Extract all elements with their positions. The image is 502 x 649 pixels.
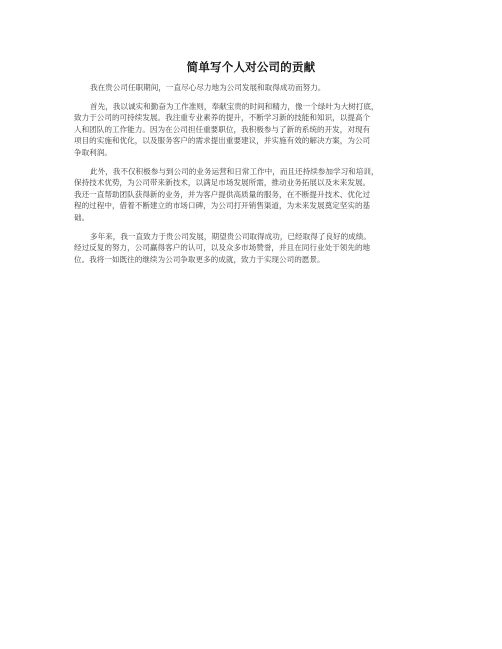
paragraph-line: 保持技术优势，为公司带来新技术，以满足市场发展所需，推动业务拓展以及未来发展。	[74, 178, 371, 188]
paragraph-line: 争取利润。	[74, 147, 112, 157]
paragraph-line: 此外，我不仅积极参与到公司的业务运营和日常工作中，而且还持续参加学习和培训，	[90, 166, 379, 176]
paragraph-line: 项目的实施和优化，以及服务客户的需求提出重要建议，并实施有效的解决方案，为公司	[74, 136, 371, 146]
paragraph-line: 我还一直帮助团队获得新的业务，并为客户提供高质量的服务，在不断提升技术、优化过	[74, 189, 371, 199]
paragraph-4	[74, 231, 439, 266]
paragraph-line: 经过反复的努力，公司赢得客户的认可，以及众多市场赞誉，并且在同行业处于领先的地	[74, 243, 371, 253]
paragraph-line: 程的过程中，借着不断建立的市场口碑，为公司打开销售渠道，为未来发展奠定坚实的基	[74, 201, 371, 211]
paragraph-2	[74, 101, 439, 159]
paragraph-line: 我在贵公司任职期间，一直尽心尽力地为公司发展和取得成功而努力。	[90, 83, 326, 92]
paragraph-line: 首先，我以诚实和勤奋为工作准则，奉献宝贵的时间和精力，像一个绿叶为大树打底，	[90, 101, 379, 111]
paragraph-line: 致力于公司的可持续发展。我注重专业素养的提升，不断学习新的技能和知识，以提高个	[74, 113, 371, 123]
paragraph-3	[74, 166, 439, 224]
paragraph-line: 位。我将一如既往的继续为公司争取更多的成就，致力于实现公司的愿景。	[74, 254, 325, 264]
document-title: 简单写个人对公司的贡献	[186, 60, 316, 74]
paragraph-line: 多年来，我一直致力于贵公司发展，期望贵公司取得成功，已经取得了良好的成绩。	[90, 231, 371, 241]
paragraph-1	[74, 82, 439, 94]
paragraph-line: 人和团队的工作能力。因为在公司担任重要职位，我积极参与了新的系统的开发，对现有	[74, 124, 371, 134]
document-body	[74, 82, 439, 272]
paragraph-line: 础。	[74, 212, 90, 222]
